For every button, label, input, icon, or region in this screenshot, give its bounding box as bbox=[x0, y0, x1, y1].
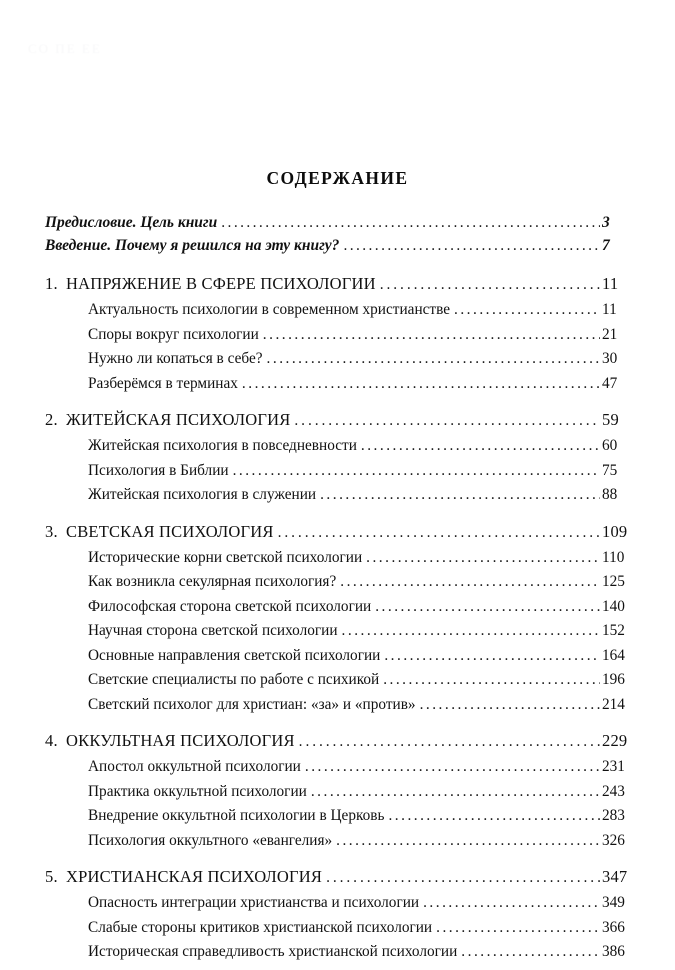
section-entry[interactable] bbox=[0, 671, 675, 696]
page-number: 243 bbox=[602, 783, 647, 970]
page-number: 231 bbox=[602, 758, 647, 970]
section-title: Психология в Библии bbox=[88, 461, 229, 479]
page-number: 60 bbox=[602, 437, 647, 970]
leader-dots bbox=[366, 549, 600, 567]
leader-dots bbox=[461, 943, 600, 961]
page-number: 347 bbox=[602, 867, 647, 970]
chapter-entry[interactable] bbox=[0, 522, 675, 549]
leader-dots bbox=[263, 326, 600, 344]
leader-dots bbox=[340, 573, 600, 591]
section-entry[interactable] bbox=[0, 807, 675, 832]
chapter-entry[interactable] bbox=[0, 867, 675, 894]
page-number: 7 bbox=[602, 237, 647, 970]
leader-dots bbox=[436, 919, 600, 937]
chapter-number: 3. bbox=[45, 521, 58, 541]
front-matter-spacer bbox=[0, 260, 675, 274]
section-entry[interactable] bbox=[0, 622, 675, 647]
section-entry[interactable] bbox=[0, 647, 675, 672]
section-entry[interactable] bbox=[0, 783, 675, 808]
section-title: Споры вокруг психологии bbox=[88, 325, 259, 343]
section-list bbox=[0, 894, 675, 968]
chapter-group bbox=[0, 410, 675, 511]
leader-dots bbox=[343, 237, 600, 255]
page-number: 75 bbox=[602, 462, 647, 970]
section-title: Основные направления светской психологии bbox=[88, 646, 381, 664]
page-number: 47 bbox=[602, 375, 647, 970]
chapter-group bbox=[0, 731, 675, 856]
leader-dots bbox=[375, 598, 600, 616]
chapter-title: ЖИТЕЙСКАЯ ПСИХОЛОГИЯ bbox=[66, 410, 291, 429]
leader-dots bbox=[342, 622, 600, 640]
leader-dots bbox=[380, 276, 600, 294]
chapter-group bbox=[0, 867, 675, 968]
section-title: Психология оккультного «евангелия» bbox=[88, 831, 333, 849]
section-title: Актуальность психологии в современном христианстве bbox=[88, 301, 451, 318]
chapter-title: СВЕТСКАЯ ПСИХОЛОГИЯ bbox=[66, 521, 274, 541]
page-number: 214 bbox=[602, 696, 647, 970]
leader-dots bbox=[299, 733, 600, 751]
page-number: 366 bbox=[602, 919, 647, 970]
section-entry[interactable] bbox=[0, 573, 675, 598]
page-number: 349 bbox=[602, 894, 647, 970]
section-entry[interactable] bbox=[0, 943, 675, 968]
page-number: 196 bbox=[602, 671, 647, 970]
section-title: Внедрение оккультной психологии в Церковь bbox=[88, 807, 385, 824]
section-entry[interactable] bbox=[0, 437, 675, 462]
section-title: Опасность интеграции христианства и психологии bbox=[88, 894, 420, 911]
front-matter-group bbox=[0, 214, 675, 260]
section-title: Научная сторона светской психологии bbox=[88, 622, 338, 639]
leader-dots bbox=[278, 524, 600, 542]
leader-dots bbox=[233, 462, 600, 480]
section-title: Нужно ли копаться в себе? bbox=[88, 350, 263, 367]
section-list bbox=[0, 549, 675, 721]
front-matter-entry[interactable] bbox=[0, 237, 675, 260]
chapter-entry[interactable] bbox=[0, 274, 675, 301]
chapter-title: ХРИСТИАНСКАЯ ПСИХОЛОГИЯ bbox=[66, 867, 323, 886]
page-title: СОДЕРЖАНИЕ bbox=[266, 168, 409, 188]
page-number: 164 bbox=[602, 647, 647, 970]
section-entry[interactable] bbox=[0, 919, 675, 944]
leader-dots bbox=[336, 832, 600, 850]
section-entry[interactable] bbox=[0, 696, 675, 721]
chapter-number: 5. bbox=[45, 867, 58, 886]
leader-dots bbox=[326, 869, 600, 887]
leader-dots bbox=[320, 486, 600, 504]
front-matter-entry[interactable] bbox=[0, 214, 675, 237]
chapter-title: НАПРЯЖЕНИЕ В СФЕРЕ ПСИХОЛОГИИ bbox=[66, 274, 376, 293]
section-title: Исторические корни светской психологии bbox=[88, 548, 363, 566]
section-entry[interactable] bbox=[0, 894, 675, 919]
leader-dots bbox=[454, 301, 600, 319]
page-number: 125 bbox=[602, 573, 647, 970]
leader-dots bbox=[384, 647, 600, 665]
section-entry[interactable] bbox=[0, 350, 675, 375]
section-list bbox=[0, 301, 675, 399]
chapter-group bbox=[0, 274, 675, 399]
chapter-number: 1. bbox=[45, 274, 58, 293]
section-entry[interactable] bbox=[0, 326, 675, 351]
section-list bbox=[0, 758, 675, 856]
page-number: 109 bbox=[602, 522, 647, 970]
section-entry[interactable] bbox=[0, 301, 675, 326]
chapter-number: 4. bbox=[45, 731, 58, 750]
page-number: 229 bbox=[602, 731, 647, 970]
page-number: 326 bbox=[602, 832, 647, 970]
page-number: 140 bbox=[602, 598, 647, 970]
page-number: 59 bbox=[602, 410, 647, 970]
section-entry[interactable] bbox=[0, 549, 675, 574]
section-entry[interactable] bbox=[0, 462, 675, 487]
section-title: Философская сторона светской психологии bbox=[88, 597, 372, 615]
section-title: Житейская психология в служении bbox=[88, 486, 317, 503]
page-number: 30 bbox=[602, 350, 647, 970]
section-title: Историческая справедливость христианской психологии bbox=[88, 943, 458, 960]
section-title: Практика оккультной психологии bbox=[88, 782, 307, 800]
leader-dots bbox=[388, 807, 600, 825]
leader-dots bbox=[242, 375, 600, 393]
section-entry[interactable] bbox=[0, 486, 675, 511]
leader-dots bbox=[305, 758, 600, 776]
page-number: 110 bbox=[602, 549, 647, 970]
scan-showthrough-artifact bbox=[28, 38, 233, 153]
chapter-group bbox=[0, 522, 675, 721]
section-title: Житейская психология в повседневности bbox=[88, 437, 357, 454]
page-number: 152 bbox=[602, 622, 647, 970]
page-number: 283 bbox=[602, 807, 647, 970]
page-number: 88 bbox=[602, 486, 647, 970]
section-title: Слабые стороны критиков христианской психологии bbox=[88, 918, 433, 936]
leader-dots bbox=[294, 412, 600, 430]
chapter-entry[interactable] bbox=[0, 410, 675, 437]
page-number: 3 bbox=[602, 214, 647, 970]
section-entry[interactable] bbox=[0, 832, 675, 857]
page-number: 386 bbox=[602, 943, 647, 970]
chapter-list bbox=[0, 274, 675, 968]
chapter-number: 2. bbox=[45, 410, 58, 429]
page-number: 21 bbox=[602, 326, 647, 970]
leader-dots bbox=[423, 894, 600, 912]
section-title: Разберёмся в терминах bbox=[88, 374, 238, 392]
section-entry[interactable] bbox=[0, 375, 675, 400]
section-entry[interactable] bbox=[0, 758, 675, 783]
section-title: Светские специалисты по работе с психикой bbox=[88, 671, 380, 688]
leader-dots bbox=[311, 783, 600, 801]
section-title: Апостол оккультной психологии bbox=[88, 758, 301, 775]
leader-dots bbox=[383, 671, 600, 689]
front-matter-label: Введение. Почему я решился на эту книгу? bbox=[45, 237, 340, 254]
table-of-contents bbox=[0, 214, 675, 968]
page-number: 11 bbox=[602, 301, 647, 970]
leader-dots bbox=[361, 437, 600, 455]
page-number: 11 bbox=[602, 274, 647, 970]
chapter-title: ОККУЛЬТНАЯ ПСИХОЛОГИЯ bbox=[66, 731, 295, 750]
front-matter-label: Предисловие. Цель книги bbox=[45, 214, 218, 231]
section-title: Светский психолог для христиан: «за» и «против» bbox=[88, 695, 416, 713]
section-title: Как возникла секулярная психология? bbox=[88, 573, 337, 590]
chapter-entry[interactable] bbox=[0, 731, 675, 758]
section-entry[interactable] bbox=[0, 598, 675, 623]
leader-dots bbox=[267, 350, 600, 368]
section-list bbox=[0, 437, 675, 511]
leader-dots bbox=[221, 214, 600, 232]
leader-dots bbox=[420, 696, 600, 714]
